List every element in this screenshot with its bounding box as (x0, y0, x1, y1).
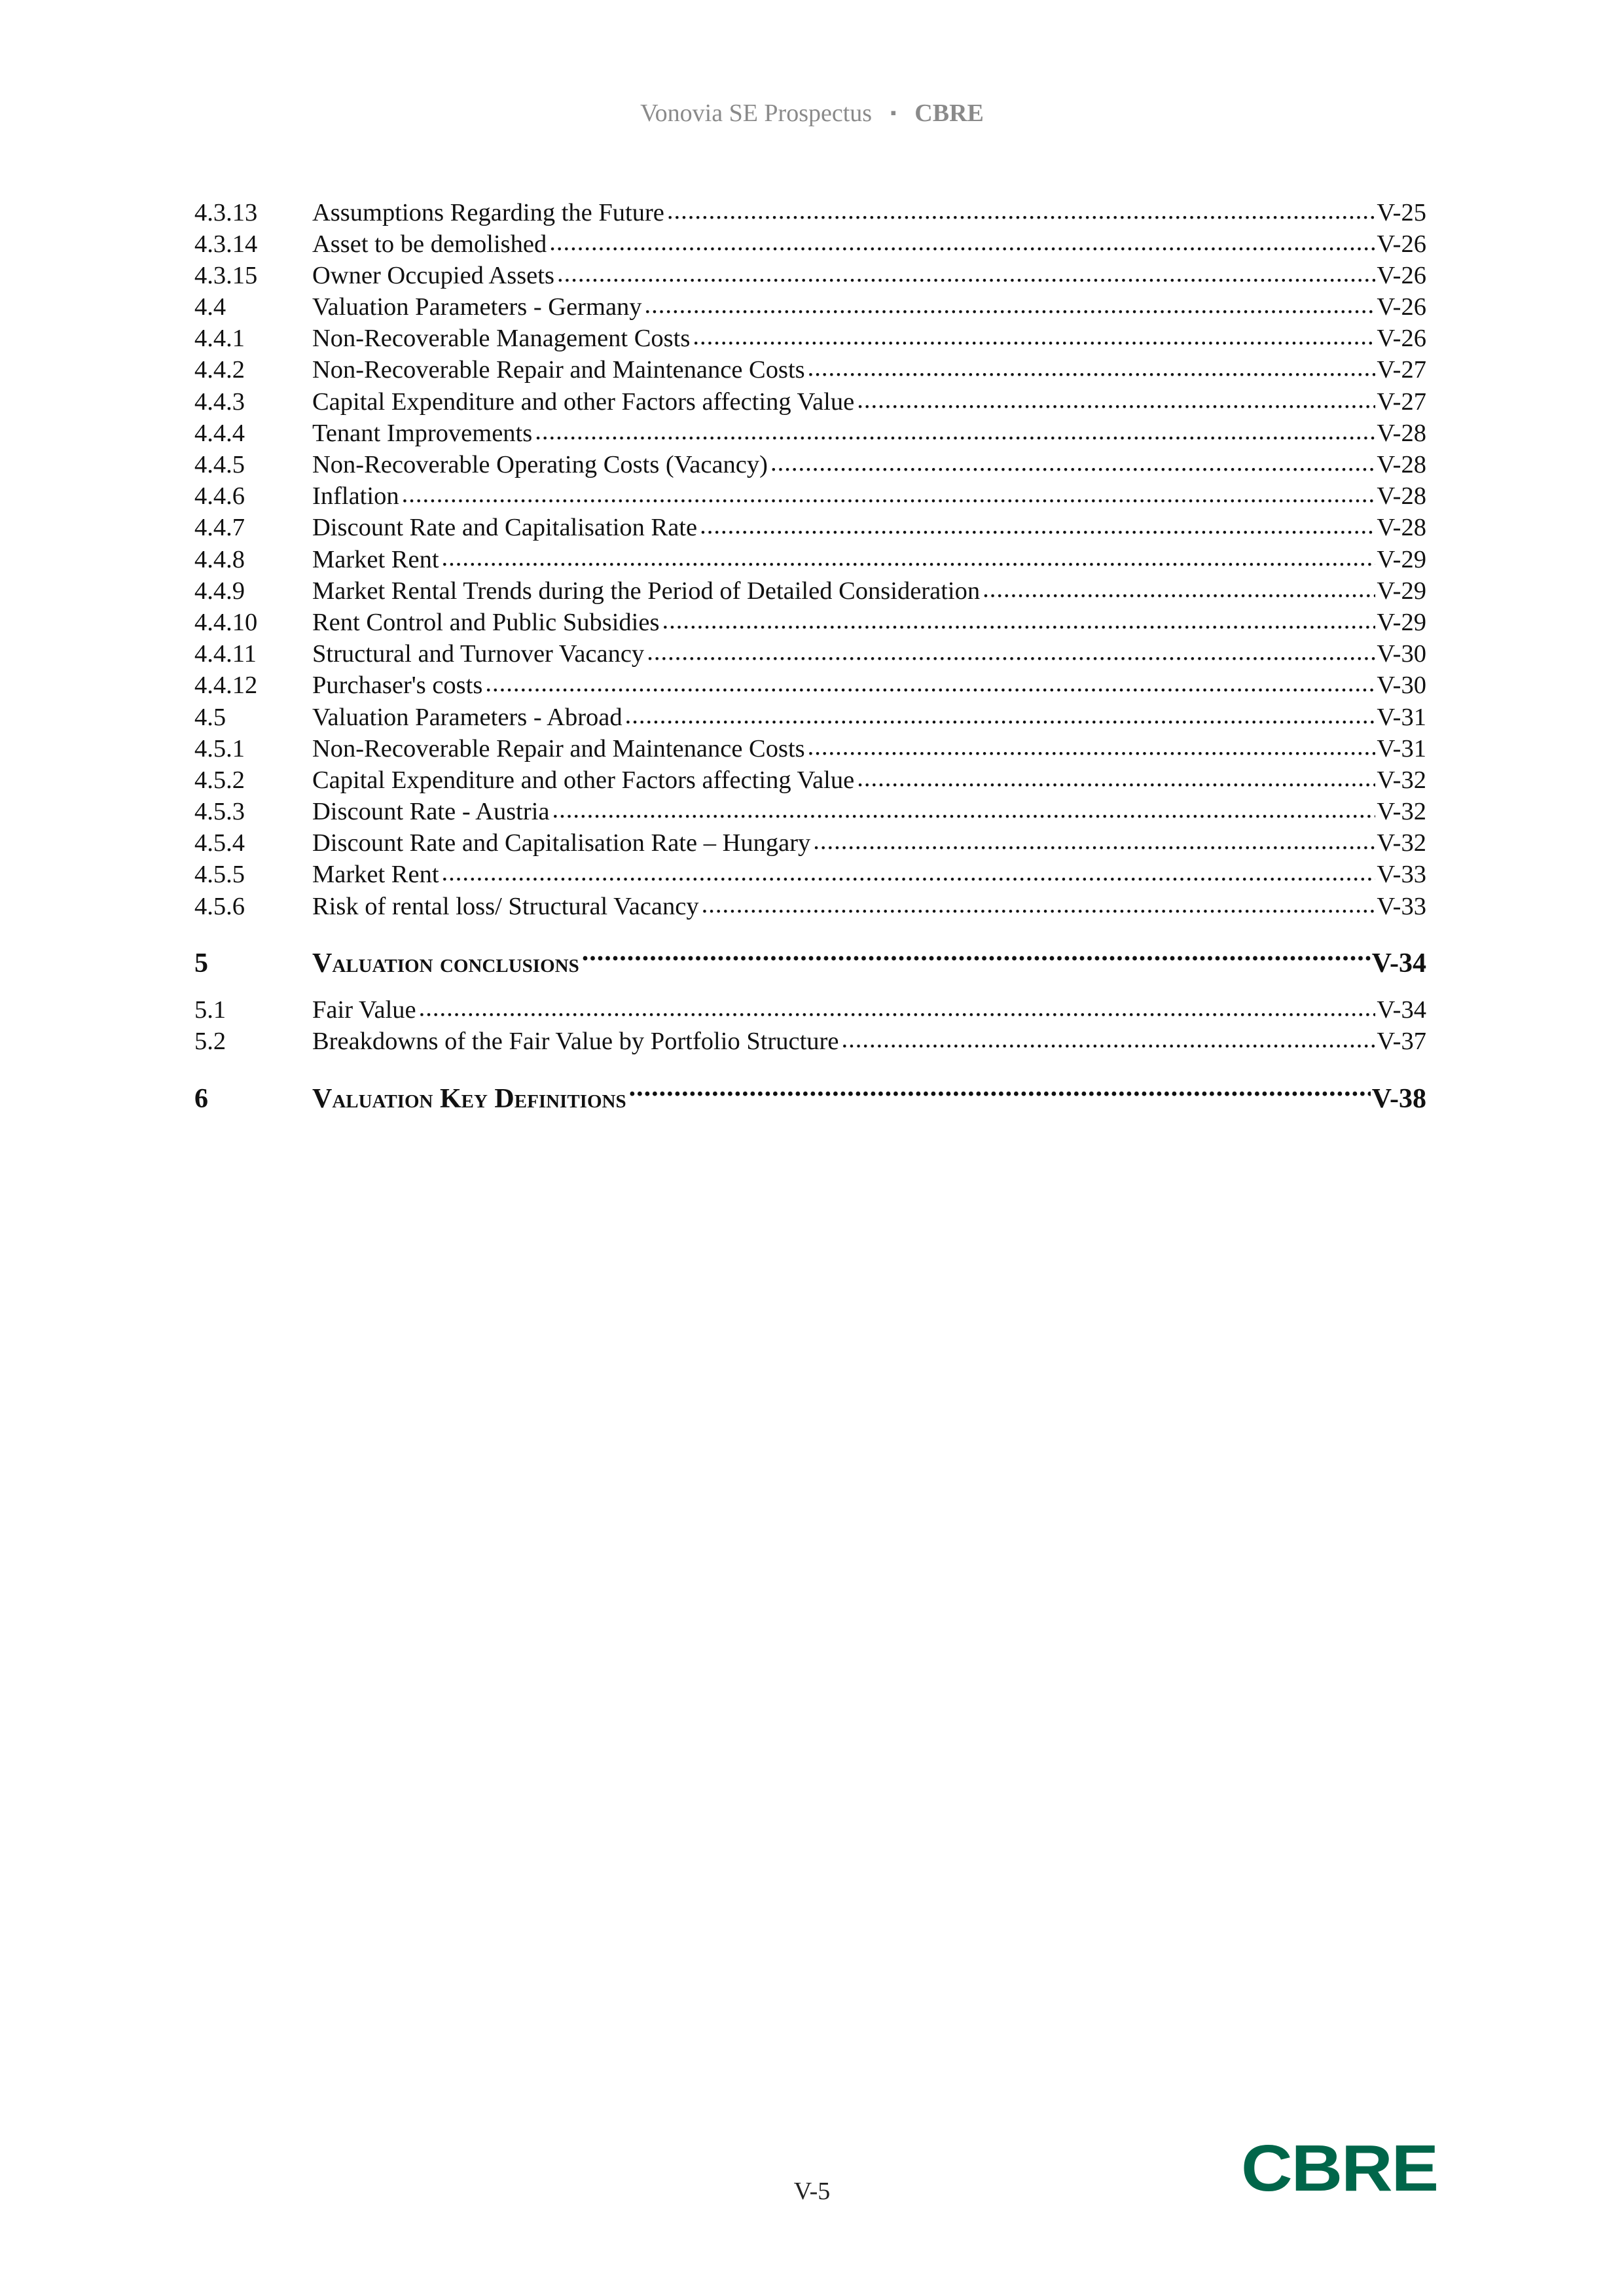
toc-entry-number: 4.4 (194, 293, 226, 321)
toc-entry[interactable] (194, 762, 1426, 794)
toc-entry-title: Non-Recoverable Repair and Maintenance Costs (312, 734, 805, 762)
toc-dot-leader (645, 290, 1376, 315)
toc-entry[interactable] (194, 1024, 1426, 1056)
toc-dot-leader (857, 762, 1375, 788)
toc-entry[interactable] (194, 448, 1426, 479)
toc-dot-leader (485, 668, 1375, 694)
toc-dot-leader (442, 542, 1376, 567)
toc-entry-number: 4.4.3 (194, 387, 245, 416)
toc-entry[interactable] (194, 795, 1426, 826)
toc-entry[interactable] (194, 857, 1426, 889)
toc-entry[interactable] (194, 353, 1426, 384)
toc-dot-leader (667, 195, 1376, 221)
toc-chapter-title: Valuation conclusions (312, 948, 579, 979)
toc-chapter-number: 6 (194, 1083, 208, 1114)
toc-entry-title: Inflation (312, 482, 399, 511)
toc-entry-title: Non-Recoverable Operating Costs (Vacancy) (312, 451, 768, 478)
header-document-title: Vonovia SE Prospectus (640, 99, 873, 127)
toc-entry-number: 5.2 (194, 1028, 226, 1055)
toc-entry[interactable] (194, 416, 1426, 447)
toc-entry[interactable] (194, 889, 1426, 920)
toc-entry-page: V-34 (1377, 996, 1426, 1024)
toc-dot-leader (700, 511, 1375, 536)
toc-dot-leader (808, 353, 1376, 378)
toc-entry-number: 4.4.6 (194, 482, 245, 511)
toc-section-4-entries (194, 195, 1426, 920)
toc-entry-number: 4.5.4 (194, 829, 245, 857)
toc-entry-number: 4.5.5 (194, 861, 245, 889)
toc-entry[interactable] (194, 290, 1426, 321)
toc-dot-leader (419, 992, 1376, 1018)
toc-entry-title: Purchaser's costs (312, 672, 483, 700)
toc-entry-number: 4.4.5 (194, 451, 245, 478)
header-separator: ▪ (890, 103, 897, 122)
toc-entry-title: Valuation Parameters - Abroad (312, 703, 623, 731)
toc-entry-page: V-29 (1377, 577, 1426, 605)
toc-entry-page: V-32 (1377, 798, 1426, 826)
toc-dot-leader (557, 258, 1375, 283)
toc-entry-page: V-37 (1377, 1028, 1426, 1055)
toc-entry-number: 4.5.3 (194, 798, 245, 826)
toc-entry-title: Structural and Turnover Vacancy (312, 640, 645, 668)
toc-entry-page: V-30 (1377, 672, 1426, 700)
toc-entry-number: 5.1 (194, 996, 226, 1024)
toc-entry-number: 4.4.12 (194, 672, 258, 700)
toc-entry[interactable] (194, 511, 1426, 542)
toc-entry-page: V-31 (1377, 703, 1426, 731)
toc-dot-leader (857, 384, 1375, 410)
toc-entry-number: 4.5.6 (194, 892, 245, 920)
toc-entry-number: 4.4.7 (194, 514, 245, 542)
toc-entry-title: Asset to be demolished (312, 230, 547, 258)
toc-dot-leader (808, 731, 1376, 757)
toc-entry-page: V-26 (1377, 261, 1426, 289)
toc-chapter-number: 5 (194, 948, 208, 979)
toc-entry-page: V-28 (1377, 451, 1426, 478)
toc-entry-title: Risk of rental loss/ Structural Vacancy (312, 892, 699, 920)
toc-entry-number: 4.4.10 (194, 608, 258, 636)
page-number: V-5 (793, 2178, 831, 2205)
toc-entry-title: Tenant Improvements (312, 419, 533, 447)
toc-entry-page: V-25 (1377, 198, 1426, 226)
toc-dot-leader (535, 416, 1375, 441)
toc-entry[interactable] (194, 479, 1426, 511)
toc-entry-page: V-30 (1377, 640, 1426, 668)
toc-entry-page: V-28 (1377, 419, 1426, 447)
toc-entry-title: Rent Control and Public Subsidies (312, 608, 660, 636)
toc-entry-title: Fair Value (312, 996, 416, 1024)
toc-entry-number: 4.4.9 (194, 577, 245, 605)
toc-entry-title: Market Rent (312, 861, 439, 889)
toc-chapter-page: V-34 (1371, 948, 1426, 979)
toc-entry-number: 4.4.2 (194, 356, 245, 384)
running-header (0, 96, 1624, 131)
toc-entry-number: 4.5.2 (194, 766, 245, 794)
toc-dot-leader (552, 795, 1375, 820)
toc-entry-page: V-26 (1377, 325, 1426, 353)
toc-entry[interactable] (194, 700, 1426, 731)
toc-entry[interactable] (194, 321, 1426, 353)
toc-entry-page: V-31 (1377, 734, 1426, 762)
toc-dot-leader (813, 826, 1375, 852)
toc-entry-title: Owner Occupied Assets (312, 261, 554, 289)
toc-entry-title: Market Rent (312, 545, 439, 573)
toc-entry[interactable] (194, 992, 1426, 1024)
toc-dot-leader (549, 226, 1375, 252)
toc-entry[interactable] (194, 573, 1426, 605)
toc-dot-leader (625, 700, 1376, 725)
toc-entry-title: Non-Recoverable Management Costs (312, 325, 691, 353)
toc-entry[interactable] (194, 826, 1426, 857)
toc-chapter-5[interactable] (194, 937, 1426, 990)
toc-entry-page: V-29 (1377, 545, 1426, 573)
toc-entry-number: 4.3.14 (194, 230, 258, 258)
toc-entry-number: 4.4.11 (194, 640, 257, 668)
toc-entry-title: Market Rental Trends during the Period of Detailed Consideration (312, 577, 981, 605)
toc-dot-leader (693, 321, 1375, 347)
toc-entry-page: V-33 (1377, 892, 1426, 920)
toc-dot-leader (402, 479, 1376, 505)
toc-entry-title: Breakdowns of the Fair Value by Portfolio Structure (312, 1028, 839, 1055)
toc-entry-title: Non-Recoverable Repair and Maintenance Costs (312, 356, 805, 384)
toc-entry-title: Valuation Parameters - Germany (312, 293, 642, 321)
toc-entry-page: V-29 (1377, 608, 1426, 636)
toc-entry-page: V-26 (1377, 293, 1426, 321)
toc-dot-leader (770, 448, 1375, 473)
toc-chapter-6[interactable] (194, 1073, 1426, 1125)
cbre-logo (1239, 2137, 1439, 2196)
toc-entry-title: Discount Rate and Capitalisation Rate – Hungary (312, 829, 811, 857)
toc-entry[interactable] (194, 542, 1426, 573)
toc-entry[interactable] (194, 637, 1426, 668)
toc-chapter-title: Valuation Key Definitions (312, 1083, 626, 1114)
cbre-logo-text: CBRE (1241, 2137, 1437, 2196)
toc-entry-number: 4.3.13 (194, 198, 258, 226)
toc-entry-number: 4.4.8 (194, 545, 245, 573)
toc-dot-leader (647, 637, 1375, 662)
toc-entry[interactable] (194, 384, 1426, 416)
toc-entry-title: Discount Rate - Austria (312, 798, 550, 826)
toc-dot-leader (841, 1024, 1375, 1050)
toc-entry-number: 4.5 (194, 703, 226, 731)
toc-entry-title: Discount Rate and Capitalisation Rate (312, 514, 698, 542)
toc-chapter-page: V-38 (1371, 1083, 1426, 1114)
toc-entry[interactable] (194, 258, 1426, 289)
header-brand: CBRE (914, 99, 984, 127)
toc-entry[interactable] (194, 226, 1426, 258)
toc-entry-page: V-32 (1377, 829, 1426, 857)
toc-entry-title: Capital Expenditure and other Factors affecting Value (312, 387, 855, 416)
toc-dot-leader (702, 889, 1376, 914)
toc-entry[interactable] (194, 668, 1426, 700)
toc-entry-number: 4.4.1 (194, 325, 245, 353)
toc-entry-page: V-26 (1377, 230, 1426, 258)
toc-entry-page: V-28 (1377, 514, 1426, 542)
toc-entry[interactable] (194, 605, 1426, 636)
toc-dot-leader (629, 1080, 1371, 1107)
toc-entry-page: V-32 (1377, 766, 1426, 794)
toc-entry-number: 4.4.4 (194, 419, 245, 447)
toc-entry-number: 4.5.1 (194, 734, 245, 762)
toc-entry[interactable] (194, 195, 1426, 226)
toc-entry-title: Capital Expenditure and other Factors affecting Value (312, 766, 855, 794)
toc-entry-number: 4.3.15 (194, 261, 258, 289)
toc-dot-leader (662, 605, 1375, 630)
toc-entry[interactable] (194, 731, 1426, 762)
toc-entry-title: Assumptions Regarding the Future (312, 198, 664, 226)
toc-section-5-entries (194, 992, 1426, 1055)
table-of-contents (194, 195, 1426, 1128)
toc-entry-page: V-27 (1377, 387, 1426, 416)
toc-dot-leader (983, 573, 1375, 599)
toc-dot-leader (582, 944, 1371, 972)
toc-dot-leader (442, 857, 1376, 883)
toc-entry-page: V-27 (1377, 356, 1426, 384)
toc-entry-page: V-28 (1377, 482, 1426, 511)
toc-entry-page: V-33 (1377, 861, 1426, 889)
